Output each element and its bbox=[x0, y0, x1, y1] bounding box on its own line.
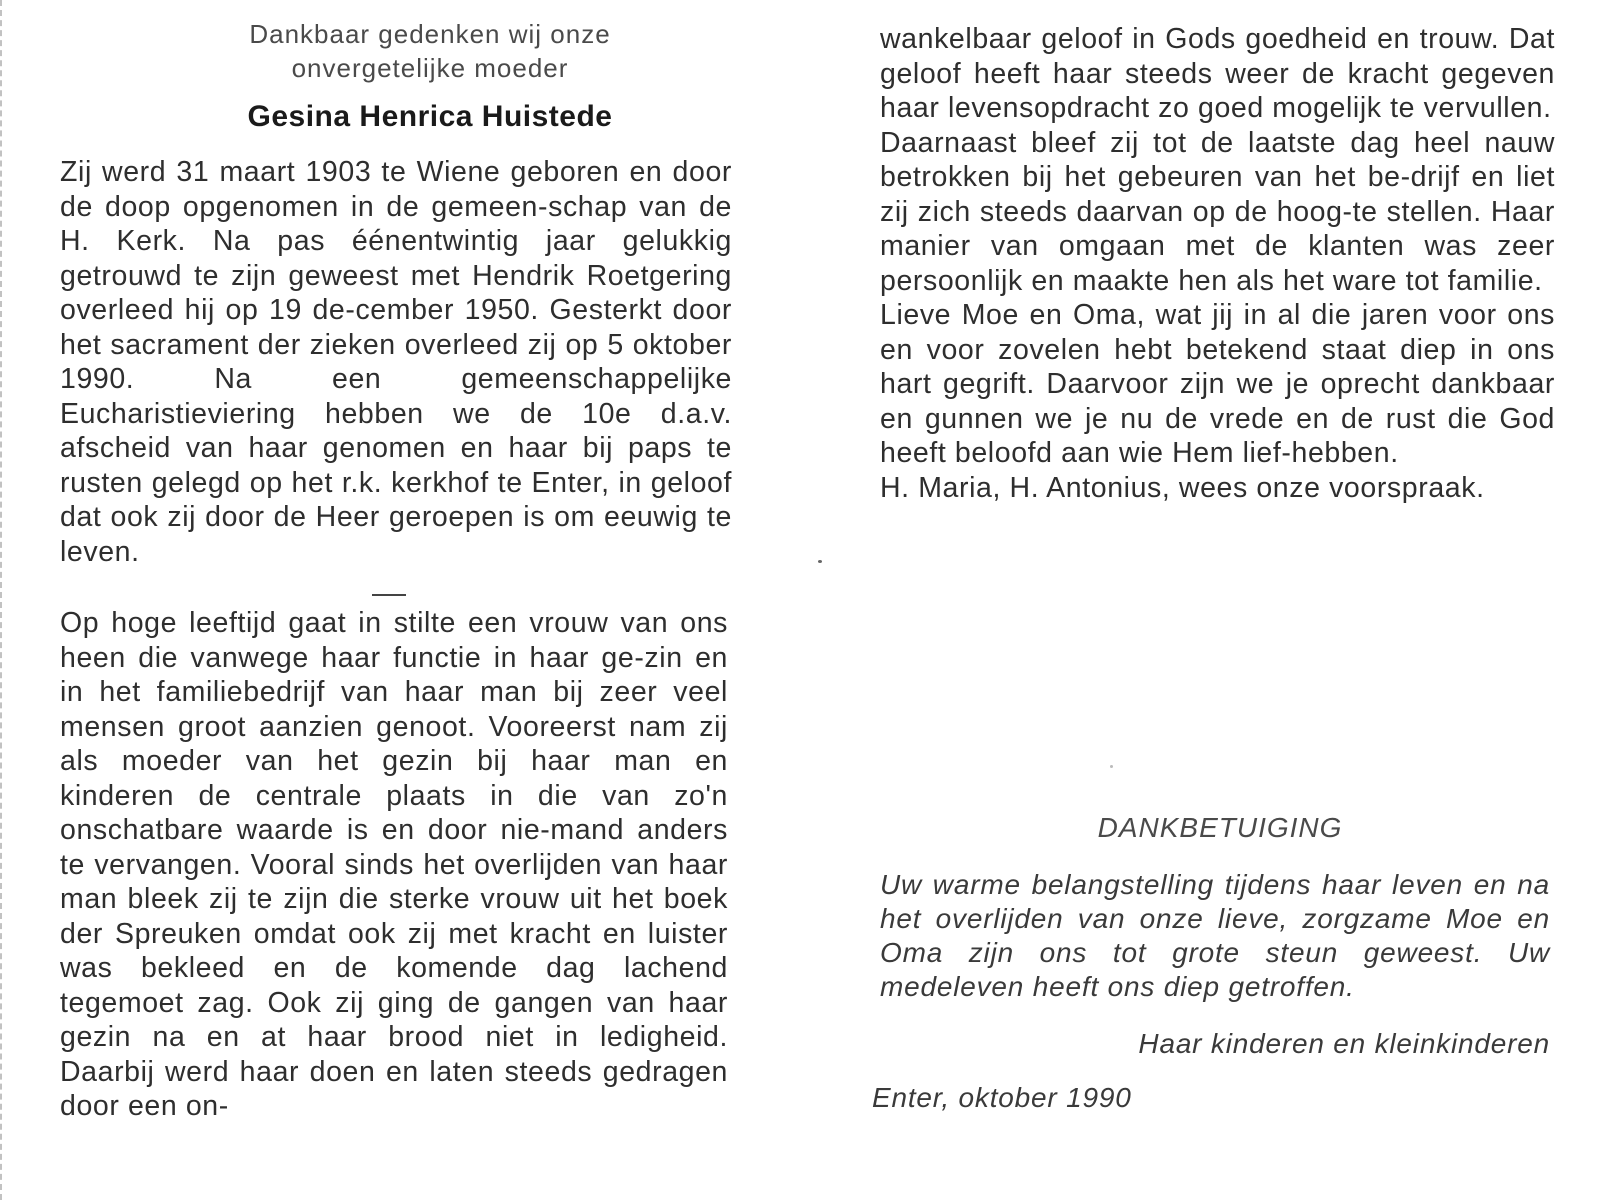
tribute-continuation bbox=[880, 22, 1555, 505]
print-speck bbox=[818, 560, 822, 563]
memorial-heading-line-1: Dankbaar gedenken wij onze bbox=[249, 19, 611, 49]
deceased-name: Gesina Henrica Huistede bbox=[247, 100, 613, 133]
memorial-heading-line-2: onvergetelijke moeder bbox=[291, 53, 569, 83]
print-speck bbox=[1110, 765, 1113, 768]
card-edge bbox=[0, 0, 8, 1200]
thanks-text: Uw warme belangstelling tijdens haar leven en na het overlijden van onze lieve, zorgzame Moe en Oma zijn ons tot grote steun geweest. Uw medeleven heeft ons diep getroffen. bbox=[880, 869, 1550, 1002]
prayer-line: H. Maria, H. Antonius, wees onze voorspraak. bbox=[880, 471, 1485, 504]
tribute-paragraph: Op hoge leeftijd gaat in stilte een vrouw van ons heen die vanwege haar functie in haar ge-zin en in het familiebedrijf van haar man bij zeer veel mensen groot aanzien genoot. Vooreerst nam zij als moeder van het gezin bij haar man en kinderen de centrale plaats in die van zo'n onschatbare waarde is en door nie-mand anders te vervangen. Vooral sinds het overlijden van haar man bleek zij te zijn die sterke vrouw uit het boek der Spreuken omdat ook zij met kracht en luister was bekleed en de komende dag lachend tegemoet zag. Ook zij ging de gangen van haar gezin na en at haar brood niet in ledigheid. Daarbij werd haar doen en laten steeds gedragen door een on- bbox=[60, 607, 728, 1122]
faith-paragraph: wankelbaar geloof in Gods goedheid en trouw. Dat geloof heeft haar steeds weer de kracht gegeven haar levensopdracht zo goed mogelijk te vervullen. bbox=[880, 23, 1555, 124]
thanks-title: DANKBETUIGING bbox=[1097, 812, 1343, 843]
place-date: Enter, oktober 1990 bbox=[872, 1082, 1132, 1113]
farewell-paragraph: Lieve Moe en Oma, wat jij in al die jaren voor ons en voor zovelen hebt betekend staat diep in ons hart gegrift. Daarvoor zijn we je oprecht dankbaar en gunnen we je nu de vrede en de rust die God heeft beloofd aan wie Hem lief-hebben. bbox=[880, 299, 1555, 469]
signature: Haar kinderen en kleinkinderen bbox=[1138, 1028, 1550, 1059]
biography-paragraph: Zij werd 31 maart 1903 te Wiene geboren en door de doop opgenomen in de gemeen-schap van de H. Kerk. Na pas éénentwintig jaar gelukkig getrouwd te zijn geweest met Hendrik Roetgering overleed hij op 19 de-cember 1950. Gesterkt door het sacrament der zieken overleed zij op 5 oktober 1990. Na een gemeenschappelijke Eucharistieviering hebben we de 10e d.a.v. afscheid van haar genomen en haar bij paps te rusten gelegd op het r.k. kerkhof te Enter, in geloof dat ook zij door de Heer geroepen is om eeuwig te leven. bbox=[60, 156, 732, 568]
section-separator bbox=[372, 594, 406, 596]
business-paragraph: Daarnaast bleef zij tot de laatste dag heel nauw betrokken bij het gebeuren van het be-drijf en liet zij zich steeds daarvan op de hoog-te stellen. Haar manier van omgaan met de klanten was zeer persoonlijk en maakte hen als het ware tot familie. bbox=[880, 126, 1555, 297]
